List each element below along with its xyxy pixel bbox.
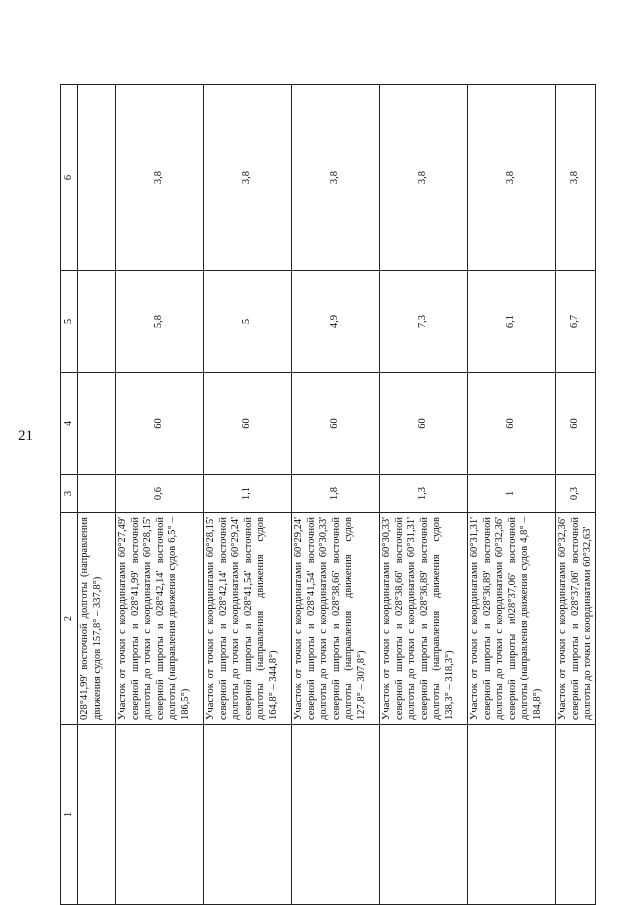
table-row (78, 85, 116, 905)
segment-description: 028°41,99' восточной долготы (направления движения судов 157,8° – 337,8°) (78, 513, 116, 725)
cell-col3: 1,1 (204, 475, 292, 513)
column-header: 6 (61, 85, 78, 271)
cell-col5: 4,9 (292, 271, 380, 373)
cell-col1 (116, 725, 204, 905)
segment-description: Участок от точки с координатами 60°32,36' северной широты и 028°37,06' восточной долготы до точки с координатами 60°32,63' (556, 513, 596, 725)
cell-col4: 60 (380, 373, 468, 475)
cell-col5 (78, 271, 116, 373)
column-header: 1 (61, 725, 78, 905)
rotated-page-content (60, 85, 620, 905)
cell-col6 (78, 85, 116, 271)
table-header-row (61, 85, 78, 905)
cell-col4: 60 (556, 373, 596, 475)
table-row (116, 85, 204, 905)
cell-col6: 3,8 (380, 85, 468, 271)
cell-col4: 60 (292, 373, 380, 475)
segment-description: Участок от точки с координатами 60°31,31' северной широты и 028°36,89' восточной долготы до точки с координатами 60°32,36' северной широты и028°37,06' восточной долготы (направления движения судов 4,8° – 184,8°) (468, 513, 556, 725)
segment-description: Участок от точки с координатами 60°28,15' северной широты и 028°42,14' восточной долготы до точки с координатами 60°29,24' северной широты и 028°41,54' восточной долготы (направления движения судов 164,8° – 344,8°) (204, 513, 292, 725)
table-row (468, 85, 556, 905)
cell-col1 (380, 725, 468, 905)
cell-col5: 5 (204, 271, 292, 373)
cell-col6: 3,8 (116, 85, 204, 271)
cell-col3 (78, 475, 116, 513)
table-row (292, 85, 380, 905)
cell-col4: 60 (468, 373, 556, 475)
cell-col1 (556, 725, 596, 905)
cell-col6: 3,8 (556, 85, 596, 271)
table-row (380, 85, 468, 905)
cell-col6: 3,8 (468, 85, 556, 271)
cell-col6: 3,8 (204, 85, 292, 271)
column-header: 4 (61, 373, 78, 475)
column-header: 2 (61, 513, 78, 725)
cell-col6: 3,8 (292, 85, 380, 271)
cell-col3: 0,3 (556, 475, 596, 513)
cell-col1 (292, 725, 380, 905)
cell-col1 (204, 725, 292, 905)
cell-col3: 0,6 (116, 475, 204, 513)
cell-col4: 60 (204, 373, 292, 475)
cell-col3: 1 (468, 475, 556, 513)
cell-col5: 6,1 (468, 271, 556, 373)
cell-col4 (78, 373, 116, 475)
cell-col5: 7,3 (380, 271, 468, 373)
segment-description: Участок от точки с координатами 60°29,24' северной широты и 028°41,54' восточной долготы до точки с координатами 60°30,33' северной широты и 028°38,66' восточной долготы (направления движения судов 127,8° – 307,8°) (292, 513, 380, 725)
cell-col5: 5,8 (116, 271, 204, 373)
cell-col3: 1,3 (380, 475, 468, 513)
regulations-table (60, 84, 596, 905)
cell-col1 (468, 725, 556, 905)
table-row (204, 85, 292, 905)
column-header: 3 (61, 475, 78, 513)
cell-col1 (78, 725, 116, 905)
table-row (556, 85, 596, 905)
cell-col4: 60 (116, 373, 204, 475)
segment-description: Участок от точки с координатами 60°30,33' северной широты и 028°38,66' восточной долготы до точки с координатами 60°31,31' северной широты и 028°36,89' восточной долготы (направления движения судов 138,3° – 318,3°) (380, 513, 468, 725)
segment-description: Участок от точки с координатами 60°27,49' северной широты и 028°41,99' восточной долготы до точки с координатами 60°28,15' северной широты и 028°42,14' восточной долготы (направления движения судов 6,5° – 186,5°) (116, 513, 204, 725)
cell-col5: 6,7 (556, 271, 596, 373)
column-header: 5 (61, 271, 78, 373)
cell-col3: 1,8 (292, 475, 380, 513)
page-number: 21 (18, 428, 33, 444)
